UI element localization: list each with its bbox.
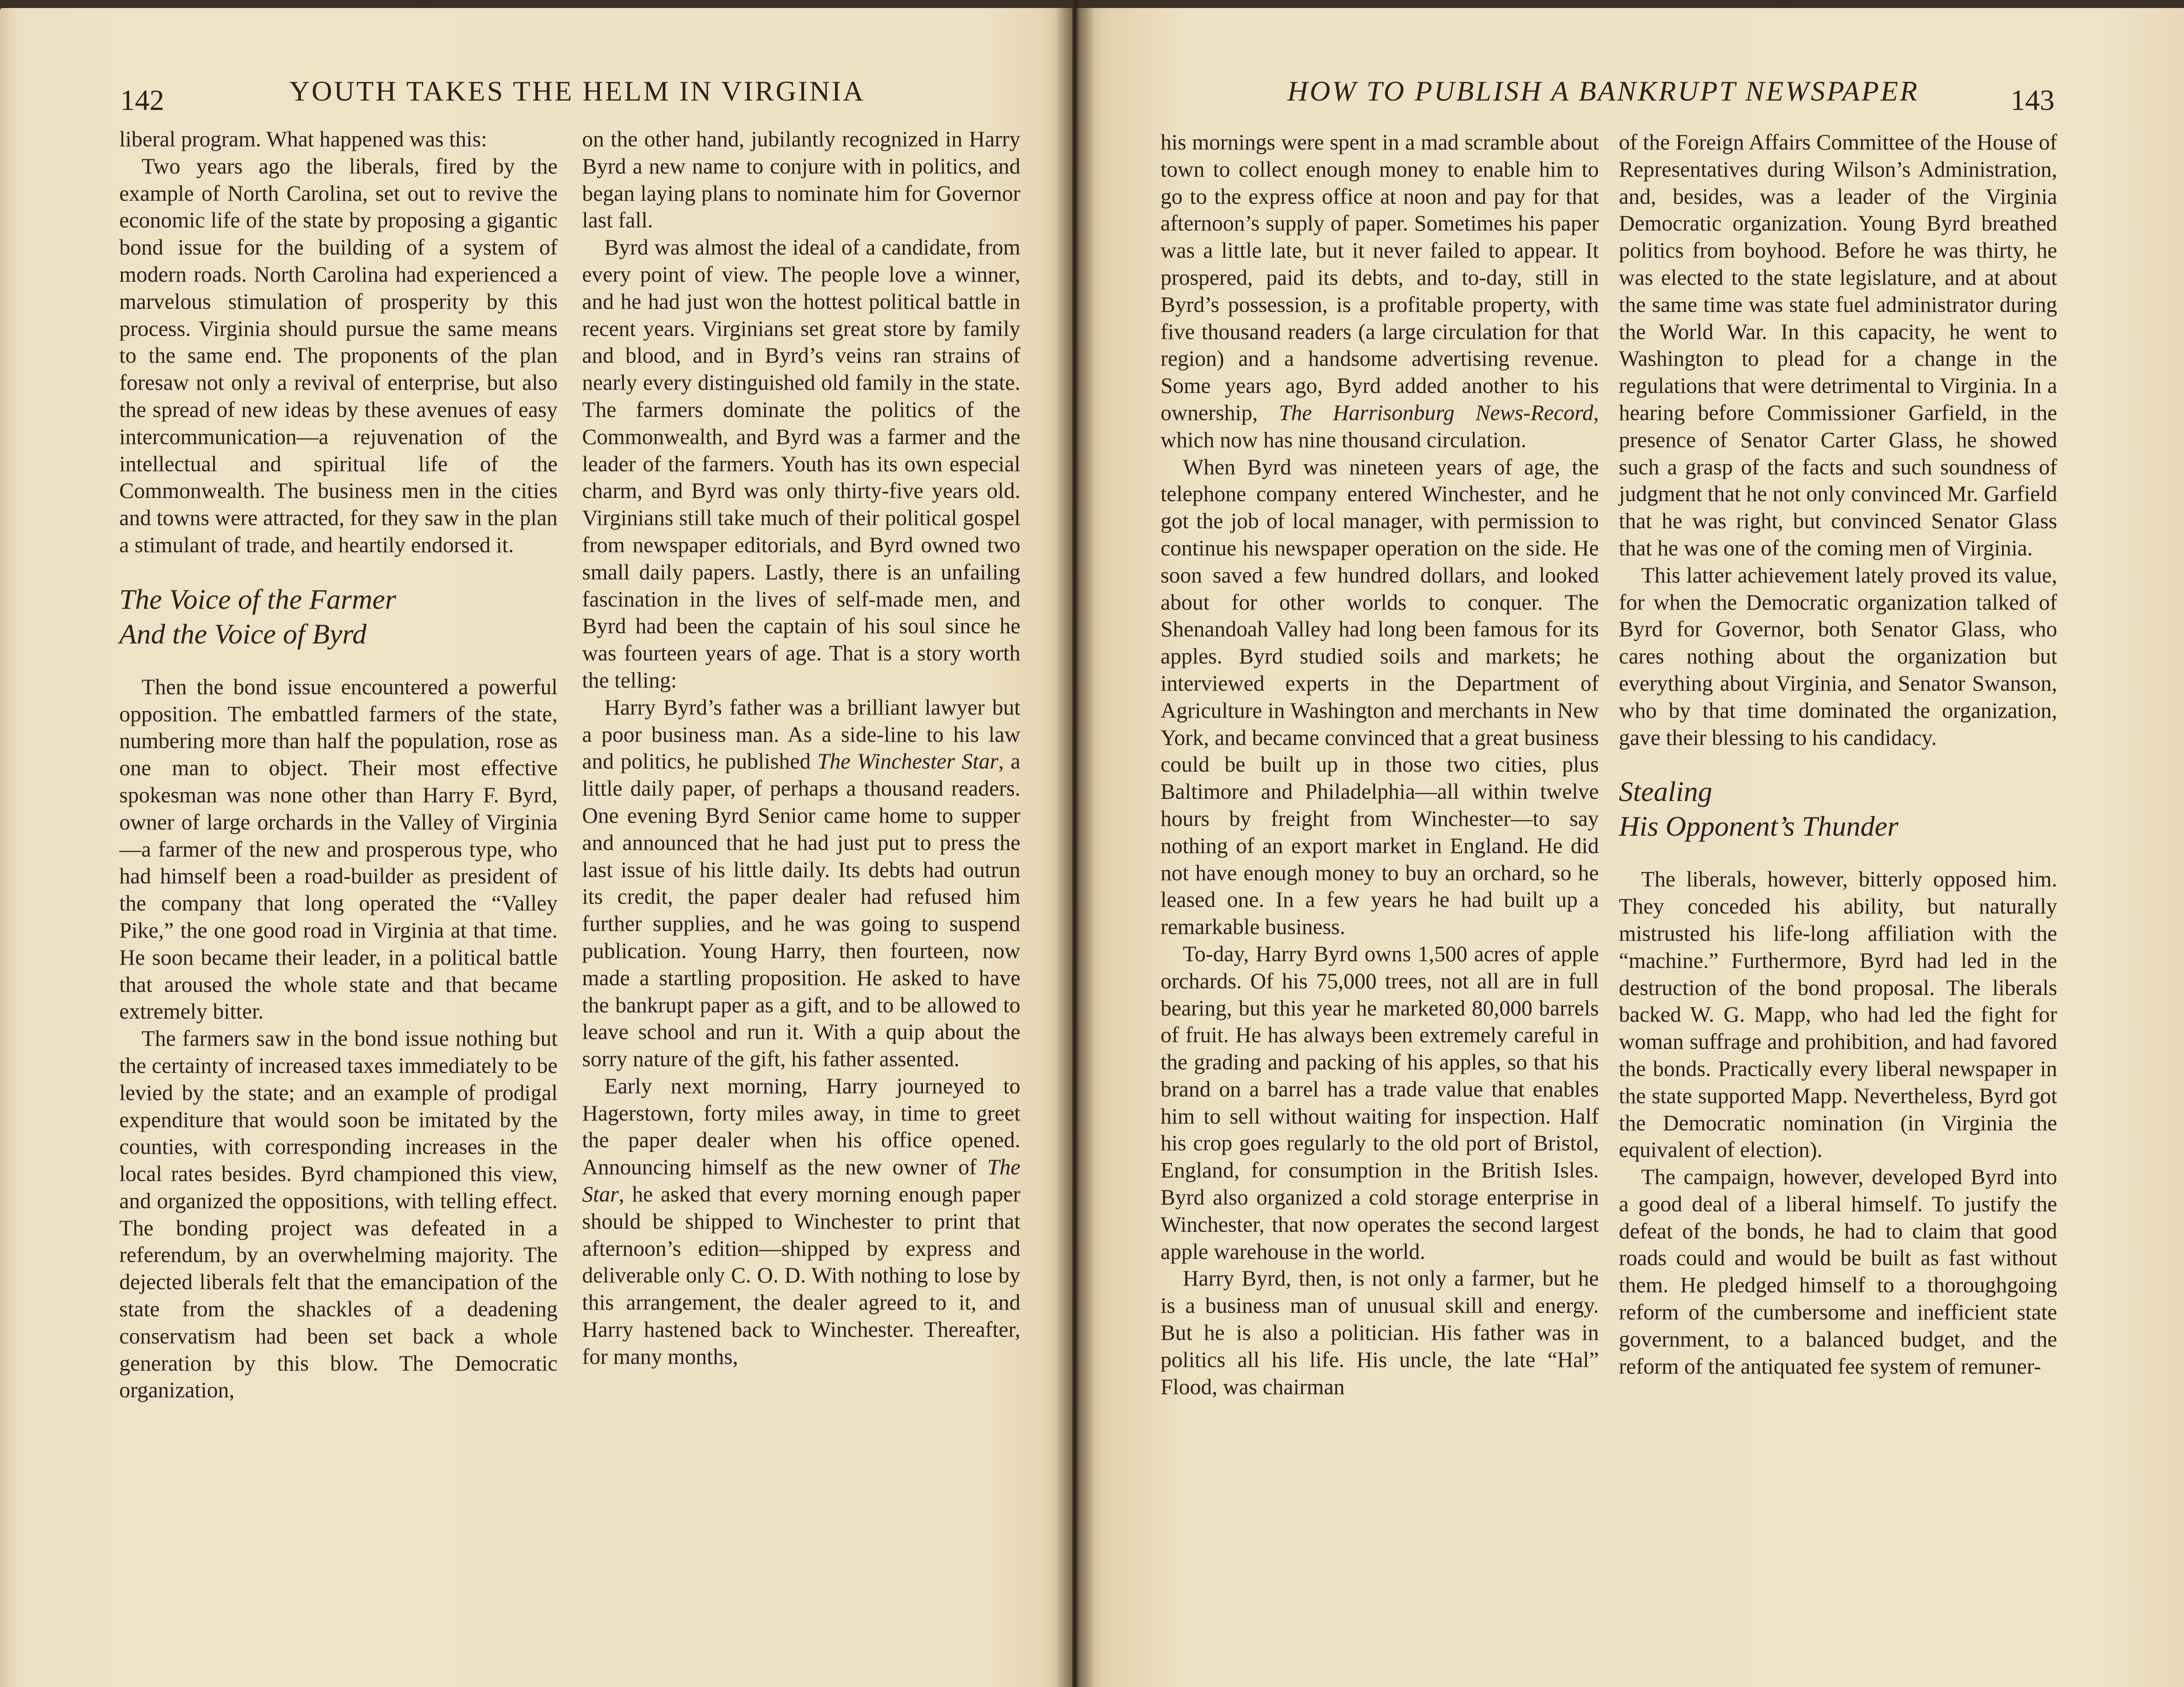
running-head-left: YOUTH TAKES THE HELM IN VIRGINIA [289,75,866,107]
paragraph: Then the bond issue encountered a powerful opposition. The embattled farmers of the state, numbering more than half the population, rose as one man to object. Their most effective spokesman was none other than Harry F. Byrd, owner of large orchards in the Valley of Virginia—a farmer of the new and prosperous type, who had himself been a road-builder as president of the company that long operated the “Valley Pike,” the one good road in Virginia at that time. He soon became their leader, in a political battle that aroused the whole state and that became extremely bitter. [119,674,558,1024]
right-column-2 [1619,129,2057,1380]
paragraph: The campaign, however, developed Byrd into a good deal of a liberal himself. To justify the defeat of the bonds, he had to claim that good roads could and would be built as fast without them. He pledged himself to a thoroughgoing reform of the cumbersome and inefficient state government, to a balanced budget, and the reform of the antiquated fee system of remuner- [1619,1165,2057,1379]
section-heading-line: And the Voice of Byrd [119,618,367,650]
left-page [0,8,1072,1687]
page-number-left: 142 [120,84,164,117]
page-number-right: 143 [2010,84,2055,117]
section-heading-line: His Opponent’s Thunder [1619,810,1899,842]
text-run: Early next morning, Harry journeyed to Hagerstown, forty miles away, in time to greet the paper dealer when his office opened. Announcing himself as the new owner of [582,1073,1020,1180]
text-run: Harry Byrd’s father was a brilliant lawyer but a poor business man. As a side-line to his law and politics, he published [582,695,1020,774]
publication-title: The Winchester Star [817,749,999,774]
left-column-2 [582,126,1020,1371]
text-run: , which now has nine thousand circulation. [1161,400,1599,452]
text-run: his mornings were spent in a mad scramble about town to collect enough money to enable him to go to the express office at noon and pay for that afternoon’s supply of paper. Sometimes his paper was a little late, but it never failed to appear. It prospered, paid its debts, and to-day, still in Byrd’s possession, is a profitable property, with five thousand readers (a large circulation for that region) and a handsome advertising revenue. Some years ago, Byrd added another to his ownership, [1161,130,1599,425]
running-head-right: HOW TO PUBLISH A BANKRUPT NEWSPAPER [1287,75,1919,107]
text-run: , a little daily paper, of perhaps a thousand readers. One evening Byrd Senior came home to supper and announced that he had just put to press the last issue of his little daily. Its debts had outrun its credit, the paper dealer had refused him further supplies, and he was going to suspend publication. Young Harry, then fourteen, now made a startling proposition. He asked to have the bankrupt paper as a gift, and to be allowed to leave school and run it. With a quip about the sorry nature of the gift, his father assented. [582,749,1020,1072]
paragraph [582,694,1020,1073]
section-heading [119,582,558,651]
paragraph: of the Foreign Affairs Committee of the House of Representatives during Wilson’s Administration, and, besides, was a leader of the Virginia Democratic organization. Young Byrd breathed politics from boyhood. Before he was thirty, he was elected to the state legislature, and at about the same time was state fuel administrator during the World War. In this capacity, he went to Washington to plead for a change in the regulations that were detrimental to Virginia. In a hearing before Commissioner Garfield, in the presence of Senator Carter Glass, he showed such a grasp of the facts and such soundness of judgment that he not only convinced Mr. Garfield that he was right, but convinced Senator Glass that he was one of the coming men of Virginia. [1619,130,2057,560]
paragraph: The farmers saw in the bond issue nothing but the certainty of increased taxes immediately to be levied by the state; and an example of prodigal expenditure that would soon be imitated by the counties, with corresponding increases in the local rates besides. Byrd championed this view, and organized the oppositions, with telling effect. The bonding project was defeated in a referendum, by an overwhelming majority. The dejected liberals felt that the emancipation of the state from the shackles of a deadening conservatism had been set back a whole generation by this blow. The Democratic organization, [119,1026,558,1403]
section-heading-line: Stealing [1619,776,1712,808]
paragraph: on the other hand, jubilantly recognized in Harry Byrd a new name to conjure with in politics, and began laying plans to nominate him for Governor last fall. [582,127,1020,233]
paragraph [1161,129,1599,454]
paragraph: When Byrd was nineteen years of age, the telephone company entered Winchester, and he got the job of local manager, with permission to continue his newspaper operation on the side. He soon saved a few hundred dollars, and looked about for other worlds to conquer. The Shenandoah Valley had long been famous for its apples. Byrd studied soils and markets; he interviewed experts in the Department of Agriculture in Washington and merchants in New York, and became convinced that a great business could be built up in those two cities, plus Baltimore and Philadelphia—all within twelve hours by freight from Winchester—to say nothing of an export market in England. He did not have enough money to buy an orchard, so he leased one. In a few years he had built up a remarkable business. [1161,454,1599,939]
right-column-1 [1161,129,1599,1400]
paragraph: liberal program. What happened was this: [119,127,487,151]
right-page [1076,8,2184,1687]
text-run: , he asked that every morning enough paper should be shipped to Winchester to print that afternoon’s edition—shipped by express and deliverable only C. O. D. With nothing to lose by this arrangement, the dealer agreed to it, and Harry hastened back to Winchester. Thereafter, for many months, [582,1182,1020,1369]
paragraph: To-day, Harry Byrd owns 1,500 acres of apple orchards. Of his 75,000 trees, not all are in full bearing, but this year he marketed 80,000 barrels of fruit. He has always been extremely careful in the grading and packing of his apples, so that his brand on a barrel has a trade value that enables him to sell without waiting for inspection. Half his crop goes regularly to the old port of Bristol, England, for consumption in the British Isles. Byrd also organized a cold storage enterprise in Winchester, that now operates the second largest apple warehouse in the world. [1161,941,1599,1264]
section-heading [1619,774,2057,844]
section-heading-line: The Voice of the Farmer [119,583,396,615]
paragraph [582,1073,1020,1371]
book-gutter [1055,0,1095,1687]
publication-title: The Star [582,1155,1020,1207]
paragraph: Harry Byrd, then, is not only a farmer, but he is a business man of unusual skill and energy. But he is also a politician. His father was in politics all his life. His uncle, the late “Hal” Flood, was chairman [1161,1266,1599,1399]
publication-title: The Harrisonburg News-Record [1278,400,1594,425]
paragraph: Byrd was almost the ideal of a candidate, from every point of view. The people love a winner, and he had just won the hottest political battle in recent years. Virginians set great store by family and blood, and in Byrd’s veins ran strains of nearly every distinguished old family in the state. The farmers dominate the politics of the Commonwealth, and Byrd was a farmer and the leader of the farmers. Youth has its own especial charm, and Byrd was only thirty-five years old. Virginians still take much of their political gospel from newspaper editorials, and Byrd owned two small daily papers. Lastly, there is an unfailing fascination in the lives of self-made men, and Byrd had been the captain of his soul since he was fourteen years of age. That is a story worth the telling: [582,235,1020,692]
paragraph: Two years ago the liberals, fired by the example of North Carolina, set out to revive the economic life of the state by proposing a gigantic bond issue for the building of a system of modern roads. North Carolina had experienced a marvelous stimulation of prosperity by this process. Virginia should pursue the same means to the same end. The proponents of the plan foresaw not only a revival of enterprise, but also the spread of new ideas by these avenues of easy intercommunication—a rejuvenation of the intellectual and spiritual life of the Commonwealth. The business men in the cities and towns were attracted, for they saw in the plan a stimulant of trade, and heartily endorsed it. [119,154,558,557]
left-column-1 [119,126,558,1404]
paragraph: This latter achievement lately proved its value, for when the Democratic organization talked of Byrd for Governor, both Senator Glass, who cares nothing about the organization but everything about Virginia, and Senator Swanson, who by that time dominated the organization, gave their blessing to his candidacy. [1619,562,2057,750]
paragraph: The liberals, however, bitterly opposed him. They conceded his ability, but naturally mistrusted his life-long affiliation with the “machine.” Furthermore, Byrd had led in the destruction of the bond proposal. The liberals backed W. G. Mapp, who had led the fight for woman suffrage and prohibition, and had favored the bonds. Practically every liberal newspaper in the state supported Mapp. Nevertheless, Byrd got the Democratic nomination (in Virginia the equivalent of election). [1619,867,2057,1162]
